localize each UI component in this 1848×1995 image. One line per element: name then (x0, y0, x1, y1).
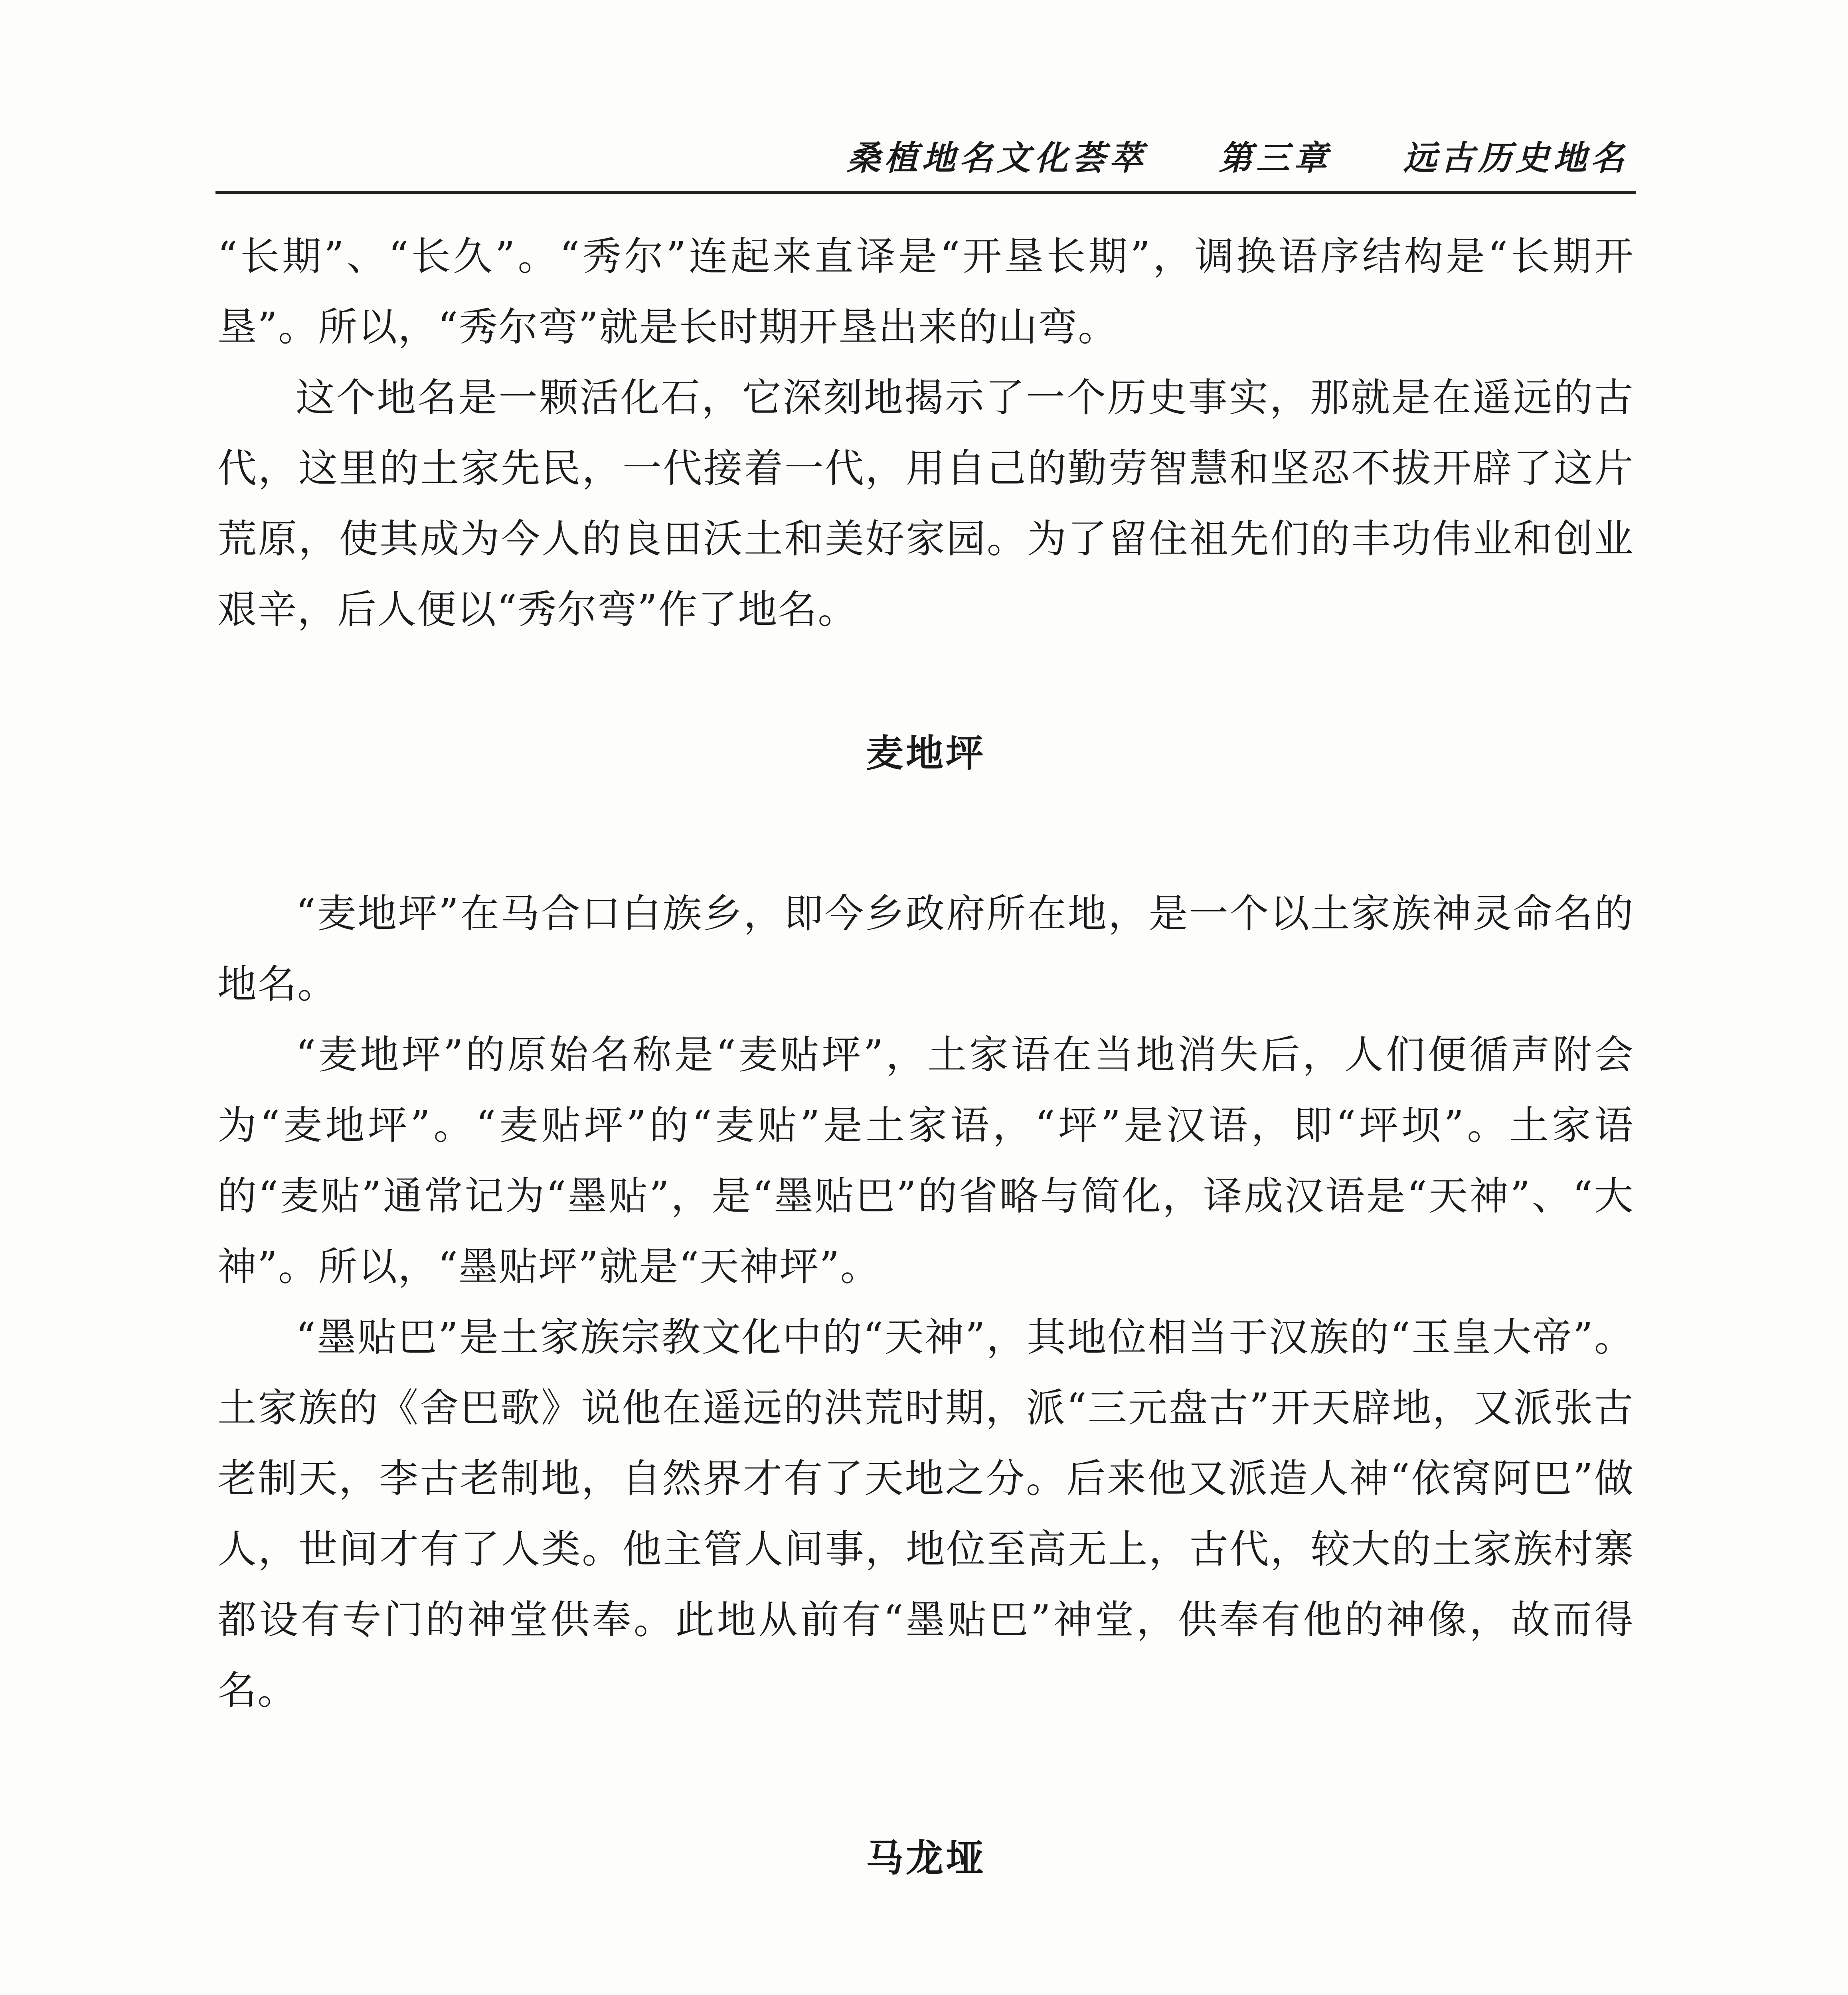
intro-paragraph-1: “长期”、“长久”。“秀尔”连起来直译是“开垦长期”，调换语序结构是“长期开垦”。所以，“秀尔弯”就是长时期开垦出来的山弯。 (217, 234, 1635, 350)
maidiping-paragraph-3: “墨贴巴”是土家族宗教文化中的“天神”，其地位相当于汉族的“玉皇大帝”。土家族的《舍巴歌》说他在遥远的洪荒时期，派“三元盘古”开天辟地，又派张古老制天，李古老制地，自然界才有了天地之分。后来他又派造人神“依窝阿巴”做人，世间才有了人类。他主管人间事，地位至高无上，古代，较大的土家族村寨都设有专门的神堂供奉。此地从前有“墨贴巴”神堂，供奉有他的神像，故而得名。 (217, 1315, 1634, 1713)
section-title-maidiping: 麦地坪 (866, 732, 986, 775)
header-chapter: 第三章 (1218, 138, 1331, 178)
maidiping-paragraph-2: “麦地坪”的原始名称是“麦贴坪”，土家语在当地消失后，人们便循声附会为“麦地坪”。“麦贴坪”的“麦贴”是土家语，“坪”是汉语，即“坪坝”。土家语的“麦贴”通常记为“墨贴”，是“墨贴巴”的省略与简化，译成汉语是“天神”、“大神”。所以，“墨贴坪”就是“天神坪”。 (217, 1032, 1634, 1290)
section-title-malongya: 马龙垭 (866, 1837, 986, 1880)
running-header (215, 120, 1636, 180)
intro-paragraph-2: 这个地名是一颗活化石，它深刻地揭示了一个历史事实，那就是在遥远的古代，这里的土家先民，一代接着一代，用自己的勤劳智慧和坚忍不拔开辟了这片荒原，使其成为今人的良田沃土和美好家园。为了留住祖先们的丰功伟业和创业艰辛，后人便以“秀尔弯”作了地名。 (217, 375, 1634, 632)
header-chapter-title: 远古历史地名 (1403, 138, 1628, 178)
maidiping-paragraph-1: “麦地坪”在马合口白族乡，即今乡政府所在地，是一个以土家族神灵命名的地名。 (217, 891, 1634, 1007)
page-body (217, 221, 1634, 1995)
header-book-title: 桑植地名文化荟萃 (846, 138, 1147, 178)
header-rule (215, 191, 1636, 194)
